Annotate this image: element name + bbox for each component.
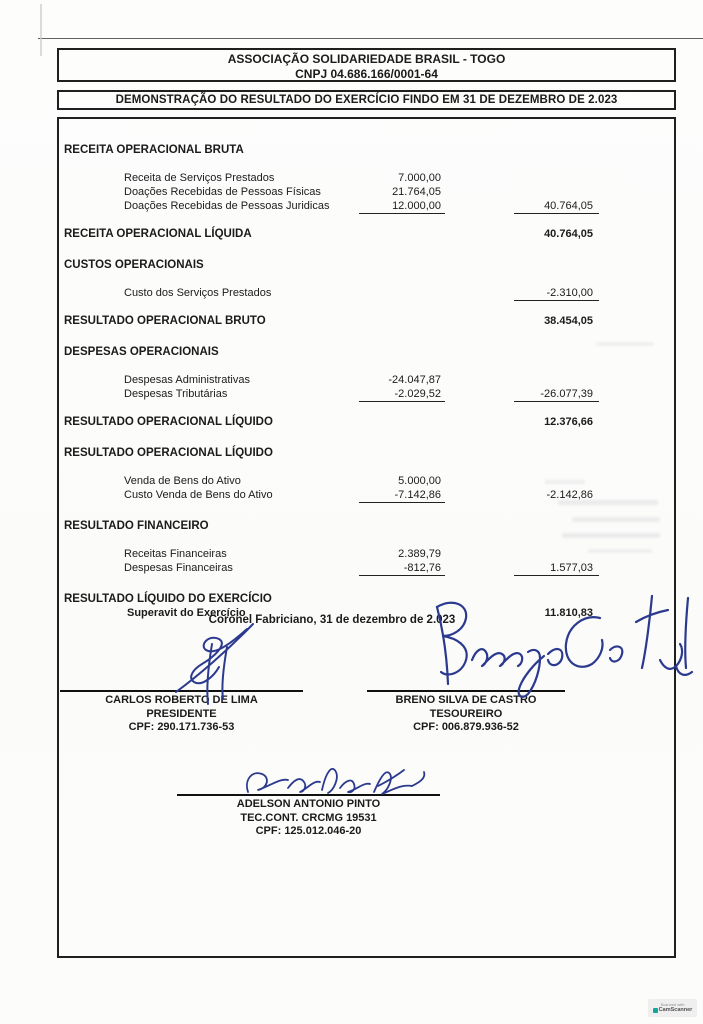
scan-edge-artifact (40, 4, 42, 56)
row-label: Despesas Financeiras (124, 562, 233, 574)
statement-row (59, 345, 674, 359)
statement-row (59, 446, 674, 460)
col2-value: -2.310,00 (514, 286, 599, 301)
col2-value: 38.454,05 (544, 315, 593, 327)
col1-value: 5.000,00 (398, 475, 441, 487)
col1-value: 7.000,00 (398, 172, 441, 184)
signature-line-president (60, 690, 303, 692)
row-label: Doações Recebidas de Pessoas Físicas (124, 186, 321, 198)
signer-role: TEC.CONT. CRCMG 19531 (240, 811, 377, 824)
col1-value: 12.000,00 (359, 199, 445, 214)
org-name: ASSOCIAÇÃO SOLIDARIEDADE BRASIL - TOGO (227, 52, 506, 66)
statement-row (59, 185, 674, 199)
signer-name: BRENO SILVA DE CASTRO (395, 694, 537, 706)
signer-role: TESOUREIRO (429, 707, 503, 720)
watermark-line2: CamScanner (658, 1007, 693, 1013)
watermark-line1: Scanned with (660, 1002, 685, 1007)
signer-role: PRESIDENTE (146, 707, 217, 720)
statement-row (59, 199, 674, 213)
statement-row (59, 227, 674, 241)
statement-row (59, 547, 674, 561)
statement-row (59, 373, 674, 387)
col1-value: -2.029,52 (359, 387, 445, 402)
statement-row (59, 171, 674, 185)
col1-value: -7.142,86 (359, 488, 445, 503)
signer-block-president (60, 694, 303, 735)
statement-row (59, 314, 674, 328)
col1-value: 21.764,05 (392, 186, 441, 198)
row-label: DESPESAS OPERACIONAIS (64, 346, 219, 358)
row-label: RESULTADO FINANCEIRO (64, 520, 209, 532)
col1-value: -812,76 (359, 561, 445, 576)
row-label: RESULTADO OPERACIONAL BRUTO (64, 315, 266, 327)
signer-cpf: CPF: 006.879.936-52 (413, 721, 519, 733)
row-label: Despesas Administrativas (124, 374, 250, 386)
statement-title-box (57, 90, 676, 110)
statement-rows (59, 143, 674, 620)
col1-value: -24.047,87 (388, 374, 441, 386)
signer-name: CARLOS ROBERTO DE LIMA (105, 694, 258, 706)
camscanner-watermark (648, 999, 697, 1017)
row-label: Doações Recebidas de Pessoas Juridicas (124, 200, 330, 212)
row-label: Receitas Financeiras (124, 548, 227, 560)
row-label: RESULTADO OPERACIONAL LÍQUIDO (64, 416, 273, 428)
statement-row (59, 387, 674, 401)
statement-row (59, 519, 674, 533)
signature-line-accountant (177, 794, 440, 796)
header-box (57, 48, 676, 82)
row-label: Venda de Bens do Ativo (124, 475, 241, 487)
row-label: Custo Venda de Bens do Ativo (124, 489, 273, 501)
statement-row (59, 258, 674, 272)
org-cnpj: CNPJ 04.686.166/0001-64 (295, 67, 438, 81)
col2-value: 1.577,03 (514, 561, 599, 576)
row-label: Custo dos Serviços Prestados (124, 287, 272, 299)
col2-value: 11.810,83 (544, 607, 593, 619)
statement-row (59, 286, 674, 300)
top-scan-rule (38, 38, 703, 39)
row-label: RECEITA OPERACIONAL LÍQUIDA (64, 228, 252, 240)
signer-cpf: CPF: 290.171.736-53 (128, 721, 235, 733)
statement-row (59, 415, 674, 429)
statement-row (59, 592, 674, 606)
col2-value: 40.764,05 (544, 228, 593, 240)
statement-row (59, 474, 674, 488)
signer-block-treasurer (367, 694, 565, 735)
camscanner-logo-icon (653, 1008, 658, 1013)
row-label: RECEITA OPERACIONAL BRUTA (64, 144, 244, 156)
dateline: Coronel Fabriciano, 31 de dezembro de 2.023 (208, 614, 456, 626)
col2-value: 40.764,05 (514, 199, 599, 214)
signer-name: ADELSON ANTONIO PINTO (236, 798, 381, 810)
col2-value: -2.142,86 (546, 489, 593, 501)
row-label: Receita de Serviços Prestados (124, 172, 275, 184)
col2-value: 12.376,66 (544, 416, 593, 428)
statement-title: DEMONSTRAÇÃO DO RESULTADO DO EXERCÍCIO FINDO EM 31 DE DEZEMBRO DE 2.023 (115, 94, 618, 106)
signer-cpf: CPF: 125.012.046-20 (255, 825, 362, 837)
row-label: Despesas Tributárias (124, 388, 228, 400)
statement-row (59, 488, 674, 502)
statement-row (59, 143, 674, 157)
signer-block-accountant (177, 798, 440, 839)
row-label: RESULTADO OPERACIONAL LÍQUIDO (64, 447, 273, 459)
statement-row (59, 561, 674, 575)
col2-value: -26.077,39 (514, 387, 599, 402)
row-label: CUSTOS OPERACIONAIS (64, 259, 204, 271)
row-label: Superavit do Exercício (127, 607, 246, 619)
row-label: RESULTADO LÍQUIDO DO EXERCÍCIO (64, 593, 272, 605)
signature-line-treasurer (367, 690, 565, 692)
col1-value: 2.389,79 (398, 548, 441, 560)
